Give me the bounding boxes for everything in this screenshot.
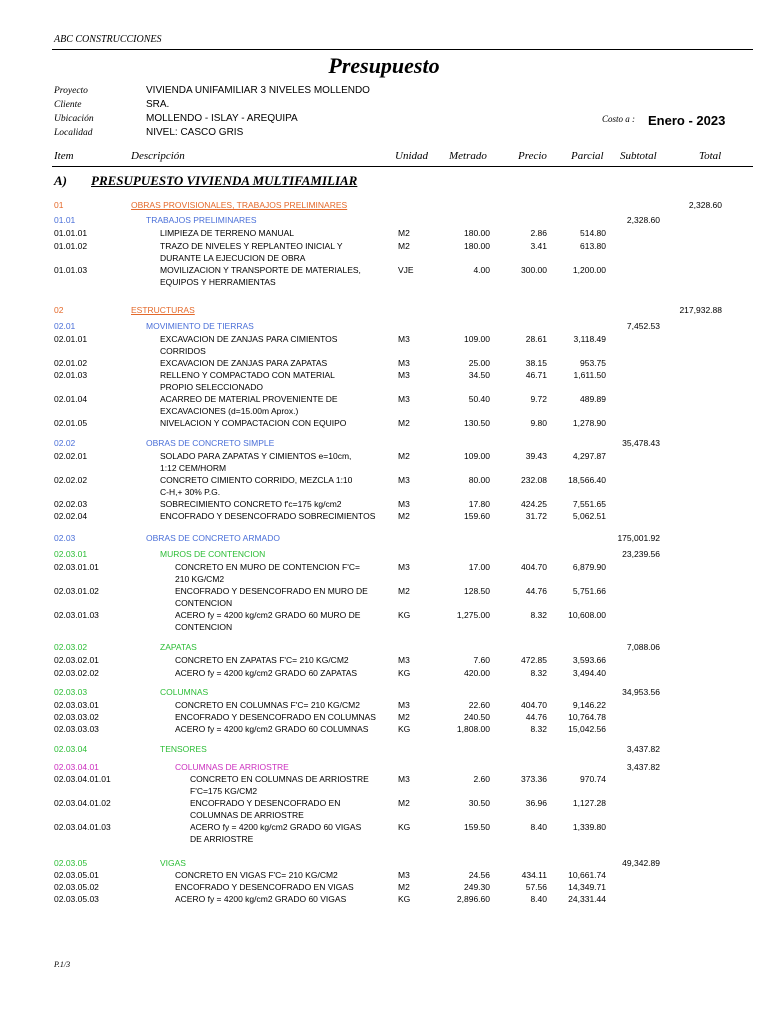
row-unit: VJE	[398, 265, 414, 275]
row-item-code: 02.02	[54, 438, 76, 448]
row-description: ACERO fy = 4200 kg/cm2 GRADO 60 MURO DE CONTENCION	[175, 610, 361, 632]
company-name: ABC CONSTRUCCIONES	[54, 34, 162, 45]
costo-label: Costo a :	[602, 114, 636, 124]
row-item-code: 02.03.04	[54, 744, 88, 754]
row-item-code: 02.03	[54, 533, 76, 543]
row-item-code: 02	[54, 305, 64, 315]
row-unit: KG	[398, 822, 411, 832]
row-item-code: 01.01.01	[54, 228, 88, 238]
row-unit: M3	[398, 394, 410, 404]
row-item-code: 02.02.03	[54, 499, 88, 509]
row-subtotal: 34,953.56	[622, 687, 660, 697]
row-metrado: 180.00	[464, 228, 490, 238]
row-item-code: 02.01.04	[54, 394, 88, 404]
row-unit: KG	[398, 724, 411, 734]
row-subtotal: 7,452.53	[626, 321, 660, 331]
row-item-code: 02.03.04.01.02	[54, 798, 111, 808]
row-metrado: 80.00	[468, 475, 490, 485]
row-parcial: 1,611.50	[573, 370, 606, 380]
row-item-code: 01	[54, 200, 64, 210]
row-precio: 300.00	[521, 265, 547, 275]
row-parcial: 5,062.51	[572, 511, 606, 521]
header-subtotal: Subtotal	[620, 150, 657, 162]
row-description: COLUMNAS DE ARRIOSTRE	[175, 762, 289, 772]
row-description: ENCOFRADO Y DESENCOFRADO SOBRECIMIENTOS	[160, 511, 376, 521]
row-metrado: 240.50	[464, 712, 490, 722]
row-precio: 38.15	[525, 358, 547, 368]
row-parcial: 970.74	[580, 774, 606, 784]
row-metrado: 159.50	[464, 822, 490, 832]
page-number: P.1/3	[54, 960, 71, 969]
row-precio: 404.70	[521, 562, 547, 572]
row-item-code: 02.03.01	[54, 549, 88, 559]
row-parcial: 4,297.87	[572, 451, 606, 461]
row-parcial: 1,339.80	[572, 822, 606, 832]
row-item-code: 02.03.02.01	[54, 655, 99, 665]
row-item-code: 02.03.03.01	[54, 700, 99, 710]
row-item-code: 02.03.01.01	[54, 562, 99, 572]
row-description: ACERO fy = 4200 kg/cm2 GRADO 60 ZAPATAS	[175, 668, 358, 678]
row-metrado: 128.50	[464, 586, 490, 596]
row-subtotal: 35,478.43	[622, 438, 660, 448]
row-parcial: 18,566.40	[568, 475, 606, 485]
costo-value: Enero - 2023	[648, 113, 726, 128]
row-unit: M2	[398, 241, 410, 251]
row-unit: M3	[398, 655, 410, 665]
row-item-code: 02.01.02	[54, 358, 88, 368]
row-parcial: 14,349.71	[568, 882, 606, 892]
row-metrado: 130.50	[464, 418, 490, 428]
row-metrado: 34.50	[468, 370, 490, 380]
row-precio: 404.70	[521, 700, 547, 710]
row-item-code: 01.01.02	[54, 241, 88, 251]
row-description: OBRAS DE CONCRETO ARMADO	[146, 533, 280, 543]
row-unit: M2	[398, 228, 410, 238]
row-description: ACARREO DE MATERIAL PROVENIENTE DE EXCAVACIONES (d=15.00m Aprox.)	[160, 394, 338, 416]
row-description: CONCRETO EN VIGAS F'C= 210 KG/CM2	[175, 870, 338, 880]
row-subtotal: 3,437.82	[626, 762, 660, 772]
page-title: Presupuesto	[328, 53, 440, 78]
row-parcial: 1,278.90	[572, 418, 606, 428]
row-item-code: 02.02.02	[54, 475, 88, 485]
row-item-code: 02.01	[54, 321, 76, 331]
row-item-code: 02.02.01	[54, 451, 88, 461]
row-subtotal: 175,001.92	[617, 533, 660, 543]
row-precio: 28.61	[525, 334, 547, 344]
row-metrado: 50.40	[468, 394, 490, 404]
row-description: MOVILIZACION Y TRANSPORTE DE MATERIALES, EQUIPOS Y HERRAMIENTAS	[160, 265, 361, 287]
row-metrado: 420.00	[464, 668, 490, 678]
row-precio: 36.96	[525, 798, 547, 808]
row-description: LIMPIEZA DE TERRENO MANUAL	[160, 228, 294, 238]
row-subtotal: 23,239.56	[622, 549, 660, 559]
row-description: TRAZO DE NIVELES Y REPLANTEO INICIAL Y DURANTE LA EJECUCION DE OBRA	[160, 241, 343, 263]
row-description: ENCOFRADO Y DESENCOFRADO EN COLUMNAS	[175, 712, 376, 722]
row-metrado: 24.56	[468, 870, 490, 880]
row-parcial: 1,200.00	[572, 265, 606, 275]
row-unit: M3	[398, 475, 410, 485]
localidad-label: Localidad	[54, 128, 93, 138]
header-item: Item	[54, 150, 74, 162]
row-unit: M3	[398, 358, 410, 368]
proyecto-label: Proyecto	[54, 86, 88, 96]
row-precio: 8.40	[530, 894, 547, 904]
row-unit: M2	[398, 511, 410, 521]
row-parcial: 10,764.78	[568, 712, 606, 722]
row-metrado: 2.60	[473, 774, 490, 784]
row-unit: M2	[398, 586, 410, 596]
row-description: MOVIMIENTO DE TIERRAS	[146, 321, 254, 331]
row-precio: 2.86	[530, 228, 547, 238]
row-parcial: 9,146.22	[572, 700, 606, 710]
row-metrado: 4.00	[473, 265, 490, 275]
row-metrado: 249.30	[464, 882, 490, 892]
header-descripcion: Descripción	[131, 150, 185, 162]
row-unit: M3	[398, 700, 410, 710]
row-precio: 8.32	[530, 668, 547, 678]
row-description: CONCRETO CIMIENTO CORRIDO, MEZCLA 1:10 C-H,+ 30% P.G.	[160, 475, 353, 497]
row-parcial: 3,118.49	[573, 334, 606, 344]
row-description: TRABAJOS PRELIMINARES	[146, 215, 257, 225]
row-item-code: 01.01.03	[54, 265, 88, 275]
row-metrado: 25.00	[468, 358, 490, 368]
row-precio: 3.41	[530, 241, 547, 251]
row-description: VIGAS	[160, 858, 186, 868]
row-total: 217,932.88	[679, 305, 722, 315]
row-item-code: 02.03.02	[54, 642, 88, 652]
row-item-code: 02.03.04.01.01	[54, 774, 111, 784]
row-parcial: 953.75	[580, 358, 606, 368]
row-description: ACERO fy = 4200 kg/cm2 GRADO 60 COLUMNAS	[175, 724, 369, 734]
row-metrado: 7.60	[473, 655, 490, 665]
row-precio: 434.11	[521, 870, 547, 880]
row-item-code: 02.03.01.03	[54, 610, 99, 620]
row-description: ACERO fy = 4200 kg/cm2 GRADO 60 VIGAS DE ARRIOSTRE	[190, 822, 362, 844]
cliente-value: SRA.	[146, 99, 170, 110]
row-precio: 8.40	[530, 822, 547, 832]
row-unit: M3	[398, 562, 410, 572]
row-unit: M2	[398, 451, 410, 461]
row-description: OBRAS PROVISIONALES, TRABAJOS PRELIMINARES	[131, 200, 348, 210]
row-unit: M3	[398, 774, 410, 784]
row-description: ENCOFRADO Y DESENCOFRADO EN COLUMNAS DE ARRIOSTRE	[190, 798, 341, 820]
row-item-code: 01.01	[54, 215, 76, 225]
row-description: CONCRETO EN COLUMNAS F'C= 210 KG/CM2	[175, 700, 360, 710]
row-parcial: 613.80	[580, 241, 606, 251]
row-precio: 46.71	[525, 370, 547, 380]
row-precio: 44.76	[525, 586, 547, 596]
row-item-code: 02.03.01.02	[54, 586, 99, 596]
row-item-code: 02.03.05.03	[54, 894, 99, 904]
row-precio: 472.85	[521, 655, 547, 665]
row-subtotal: 49,342.89	[622, 858, 660, 868]
row-metrado: 159.60	[464, 511, 490, 521]
row-unit: KG	[398, 610, 411, 620]
header-unidad: Unidad	[395, 150, 428, 162]
row-parcial: 6,879.90	[572, 562, 606, 572]
row-description: EXCAVACION DE ZANJAS PARA ZAPATAS	[160, 358, 328, 368]
row-description: OBRAS DE CONCRETO SIMPLE	[146, 438, 275, 448]
row-metrado: 180.00	[464, 241, 490, 251]
row-item-code: 02.03.02.02	[54, 668, 99, 678]
row-description: ENCOFRADO Y DESENCOFRADO EN VIGAS	[175, 882, 354, 892]
row-unit: M2	[398, 418, 410, 428]
row-unit: KG	[398, 668, 411, 678]
row-item-code: 02.01.01	[54, 334, 88, 344]
row-description: CONCRETO EN ZAPATAS F'C= 210 KG/CM2	[175, 655, 349, 665]
row-unit: M3	[398, 334, 410, 344]
row-precio: 8.32	[530, 724, 547, 734]
row-precio: 9.80	[530, 418, 547, 428]
row-parcial: 10,608.00	[568, 610, 606, 620]
row-precio: 31.72	[525, 511, 547, 521]
row-item-code: 02.03.05	[54, 858, 88, 868]
row-parcial: 514.80	[580, 228, 606, 238]
row-description: ZAPATAS	[160, 642, 197, 652]
row-parcial: 7,551.65	[572, 499, 606, 509]
row-description: ESTRUCTURAS	[131, 305, 195, 315]
row-precio: 373.36	[521, 774, 547, 784]
cliente-label: Cliente	[54, 100, 82, 110]
row-precio: 424.25	[521, 499, 547, 509]
row-parcial: 3,593.66	[572, 655, 606, 665]
row-total: 2,328.60	[688, 200, 722, 210]
row-metrado: 30.50	[468, 798, 490, 808]
row-metrado: 17.80	[468, 499, 490, 509]
row-item-code: 02.03.03.03	[54, 724, 99, 734]
row-unit: M3	[398, 870, 410, 880]
row-parcial: 489.89	[580, 394, 606, 404]
row-item-code: 02.03.04.01	[54, 762, 99, 772]
row-unit: M2	[398, 882, 410, 892]
row-parcial: 24,331.44	[568, 894, 606, 904]
localidad-value: NIVEL: CASCO GRIS	[146, 127, 244, 138]
row-metrado: 22.60	[468, 700, 490, 710]
row-metrado: 17.00	[468, 562, 490, 572]
row-item-code: 02.03.05.02	[54, 882, 99, 892]
row-subtotal: 3,437.82	[626, 744, 660, 754]
row-parcial: 15,042.56	[568, 724, 606, 734]
row-description: MUROS DE CONTENCION	[160, 549, 266, 559]
row-parcial: 3,494.40	[572, 668, 606, 678]
row-parcial: 1,127.28	[572, 798, 606, 808]
row-metrado: 1,808.00	[456, 724, 490, 734]
header-parcial: Parcial	[571, 150, 604, 162]
row-description: ENCOFRADO Y DESENCOFRADO EN MURO DE CONTENCION	[175, 586, 368, 608]
row-description: CONCRETO EN COLUMNAS DE ARRIOSTRE F'C=175 KG/CM2	[190, 774, 369, 796]
row-metrado: 1,275.00	[456, 610, 490, 620]
row-item-code: 02.03.04.01.03	[54, 822, 111, 832]
row-parcial: 5,751.66	[572, 586, 606, 596]
row-item-code: 02.03.03.02	[54, 712, 99, 722]
row-unit: M2	[398, 712, 410, 722]
row-unit: M3	[398, 370, 410, 380]
row-description: SOBRECIMIENTO CONCRETO f'c=175 kg/cm2	[160, 499, 342, 509]
header-total: Total	[699, 150, 722, 162]
row-item-code: 02.02.04	[54, 511, 88, 521]
row-subtotal: 2,328.60	[626, 215, 660, 225]
row-subtotal: 7,088.06	[626, 642, 660, 652]
row-precio: 232.08	[521, 475, 547, 485]
proyecto-value: VIVIENDA UNIFAMILIAR 3 NIVELES MOLLENDO	[146, 85, 370, 96]
row-precio: 39.43	[525, 451, 547, 461]
row-description: COLUMNAS	[160, 687, 209, 697]
header-metrado: Metrado	[449, 150, 487, 162]
row-description: EXCAVACION DE ZANJAS PARA CIMIENTOS CORRIDOS	[160, 334, 338, 356]
row-description: ACERO fy = 4200 kg/cm2 GRADO 60 VIGAS	[175, 894, 347, 904]
row-item-code: 02.03.05.01	[54, 870, 99, 880]
row-metrado: 109.00	[464, 451, 490, 461]
row-precio: 9.72	[530, 394, 547, 404]
row-precio: 57.56	[525, 882, 547, 892]
row-parcial: 10,661.74	[568, 870, 606, 880]
header-precio: Precio	[518, 150, 547, 162]
row-unit: M3	[398, 499, 410, 509]
row-precio: 8.32	[530, 610, 547, 620]
row-metrado: 2,896.60	[456, 894, 490, 904]
row-precio: 44.76	[525, 712, 547, 722]
row-description: TENSORES	[160, 744, 207, 754]
row-metrado: 109.00	[464, 334, 490, 344]
section-code: A)	[54, 173, 67, 188]
row-unit: KG	[398, 894, 411, 904]
row-description: CONCRETO EN MURO DE CONTENCION F'C= 210 KG/CM2	[175, 562, 360, 584]
section-title: PRESUPUESTO VIVIENDA MULTIFAMILIAR	[91, 173, 358, 188]
row-description: RELLENO Y COMPACTADO CON MATERIAL PROPIO SELECCIONADO	[160, 370, 335, 392]
row-item-code: 02.03.03	[54, 687, 88, 697]
row-item-code: 02.01.03	[54, 370, 88, 380]
ubicacion-value: MOLLENDO - ISLAY - AREQUIPA	[146, 113, 298, 124]
row-unit: M2	[398, 798, 410, 808]
row-description: SOLADO PARA ZAPATAS Y CIMIENTOS e=10cm, 1:12 CEM/HORM	[160, 451, 352, 473]
ubicacion-label: Ubicación	[54, 114, 94, 124]
row-description: NIVELACION Y COMPACTACION CON EQUIPO	[160, 418, 347, 428]
row-item-code: 02.01.05	[54, 418, 88, 428]
